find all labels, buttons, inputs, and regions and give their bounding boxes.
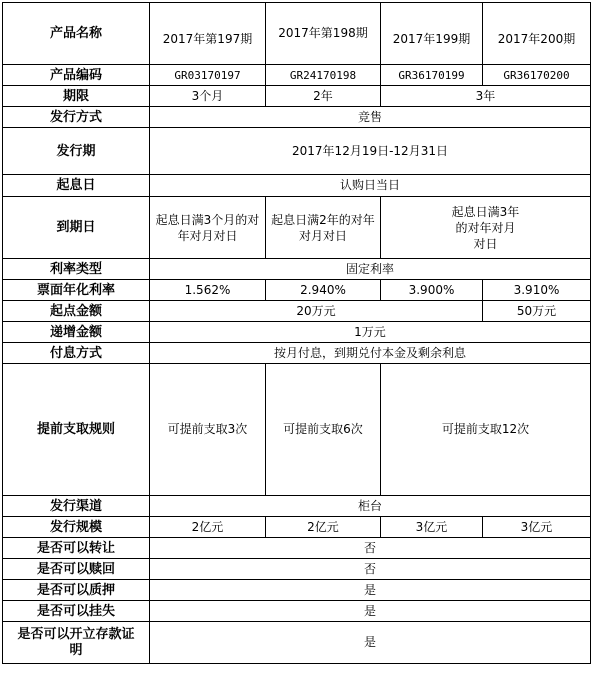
issue-size-200: 3亿元 [483, 517, 591, 538]
label-transferable: 是否可以转让 [3, 538, 150, 559]
row-coupon-rate [3, 280, 591, 301]
product-name-200: 2017年200期 [483, 3, 591, 65]
pledgeable-value: 是 [150, 580, 591, 601]
issue-size-197: 2亿元 [150, 517, 266, 538]
row-deposit-certificate [3, 622, 591, 664]
min-amount-197-199: 20万元 [150, 301, 483, 322]
row-channel [3, 496, 591, 517]
early-withdrawal-198: 可提前支取6次 [266, 364, 381, 496]
label-interest-payment: 付息方式 [3, 343, 150, 364]
row-transferable [3, 538, 591, 559]
early-withdrawal-199-200: 可提前支取12次 [381, 364, 591, 496]
product-code-197: GR03170197 [150, 65, 266, 86]
product-code-199: GR36170199 [381, 65, 483, 86]
row-issue-period [3, 128, 591, 175]
label-channel: 发行渠道 [3, 496, 150, 517]
label-min-amount: 起点金额 [3, 301, 150, 322]
row-value-date [3, 175, 591, 197]
product-name-199: 2017年199期 [381, 3, 483, 65]
product-name-197: 2017年第197期 [150, 3, 266, 65]
row-early-withdrawal [3, 364, 591, 496]
label-early-withdrawal: 提前支取规则 [3, 364, 150, 496]
loss-report-value: 是 [150, 601, 591, 622]
min-amount-200: 50万元 [483, 301, 591, 322]
coupon-rate-198: 2.940% [266, 280, 381, 301]
row-loss-report [3, 601, 591, 622]
channel-value: 柜台 [150, 496, 591, 517]
issue-period-value: 2017年12月19日-12月31日 [150, 128, 591, 175]
row-issue-method [3, 107, 591, 128]
row-rate-type [3, 259, 591, 280]
term-199-200: 3年 [381, 86, 591, 107]
row-term [3, 86, 591, 107]
label-term: 期限 [3, 86, 150, 107]
label-product-name: 产品名称 [3, 3, 150, 65]
label-maturity-date: 到期日 [3, 197, 150, 259]
maturity-198: 起息日满2年的对年对月对日 [266, 197, 381, 259]
label-deposit-certificate: 是否可以开立存款证明 [3, 622, 150, 664]
interest-payment-value: 按月付息，到期兑付本金及剩余利息 [150, 343, 591, 364]
term-197: 3个月 [150, 86, 266, 107]
row-product-name [3, 3, 591, 65]
term-198: 2年 [266, 86, 381, 107]
product-name-198: 2017年第198期 [266, 3, 381, 65]
label-rate-type: 利率类型 [3, 259, 150, 280]
label-increment: 递增金额 [3, 322, 150, 343]
early-withdrawal-197: 可提前支取3次 [150, 364, 266, 496]
product-code-200: GR36170200 [483, 65, 591, 86]
issue-size-199: 3亿元 [381, 517, 483, 538]
label-issue-size: 发行规模 [3, 517, 150, 538]
label-coupon-rate: 票面年化利率 [3, 280, 150, 301]
label-redeemable: 是否可以赎回 [3, 559, 150, 580]
deposit-certificate-value: 是 [150, 622, 591, 664]
redeemable-value: 否 [150, 559, 591, 580]
label-value-date: 起息日 [3, 175, 150, 197]
issue-size-198: 2亿元 [266, 517, 381, 538]
row-min-amount [3, 301, 591, 322]
coupon-rate-200: 3.910% [483, 280, 591, 301]
label-loss-report: 是否可以挂失 [3, 601, 150, 622]
row-maturity-date [3, 197, 591, 259]
value-date-value: 认购日当日 [150, 175, 591, 197]
transferable-value: 否 [150, 538, 591, 559]
label-issue-period: 发行期 [3, 128, 150, 175]
label-product-code: 产品编码 [3, 65, 150, 86]
increment-value: 1万元 [150, 322, 591, 343]
coupon-rate-199: 3.900% [381, 280, 483, 301]
maturity-199-200: 起息日满3年的对年对月对日 [381, 197, 591, 259]
coupon-rate-197: 1.562% [150, 280, 266, 301]
product-code-198: GR24170198 [266, 65, 381, 86]
row-pledgeable [3, 580, 591, 601]
label-issue-method: 发行方式 [3, 107, 150, 128]
row-issue-size [3, 517, 591, 538]
label-pledgeable: 是否可以质押 [3, 580, 150, 601]
maturity-197: 起息日满3个月的对年对月对日 [150, 197, 266, 259]
row-increment [3, 322, 591, 343]
issue-method-value: 竞售 [150, 107, 591, 128]
rate-type-value: 固定利率 [150, 259, 591, 280]
row-product-code [3, 65, 591, 86]
product-table [2, 2, 591, 664]
row-redeemable [3, 559, 591, 580]
row-interest-payment [3, 343, 591, 364]
